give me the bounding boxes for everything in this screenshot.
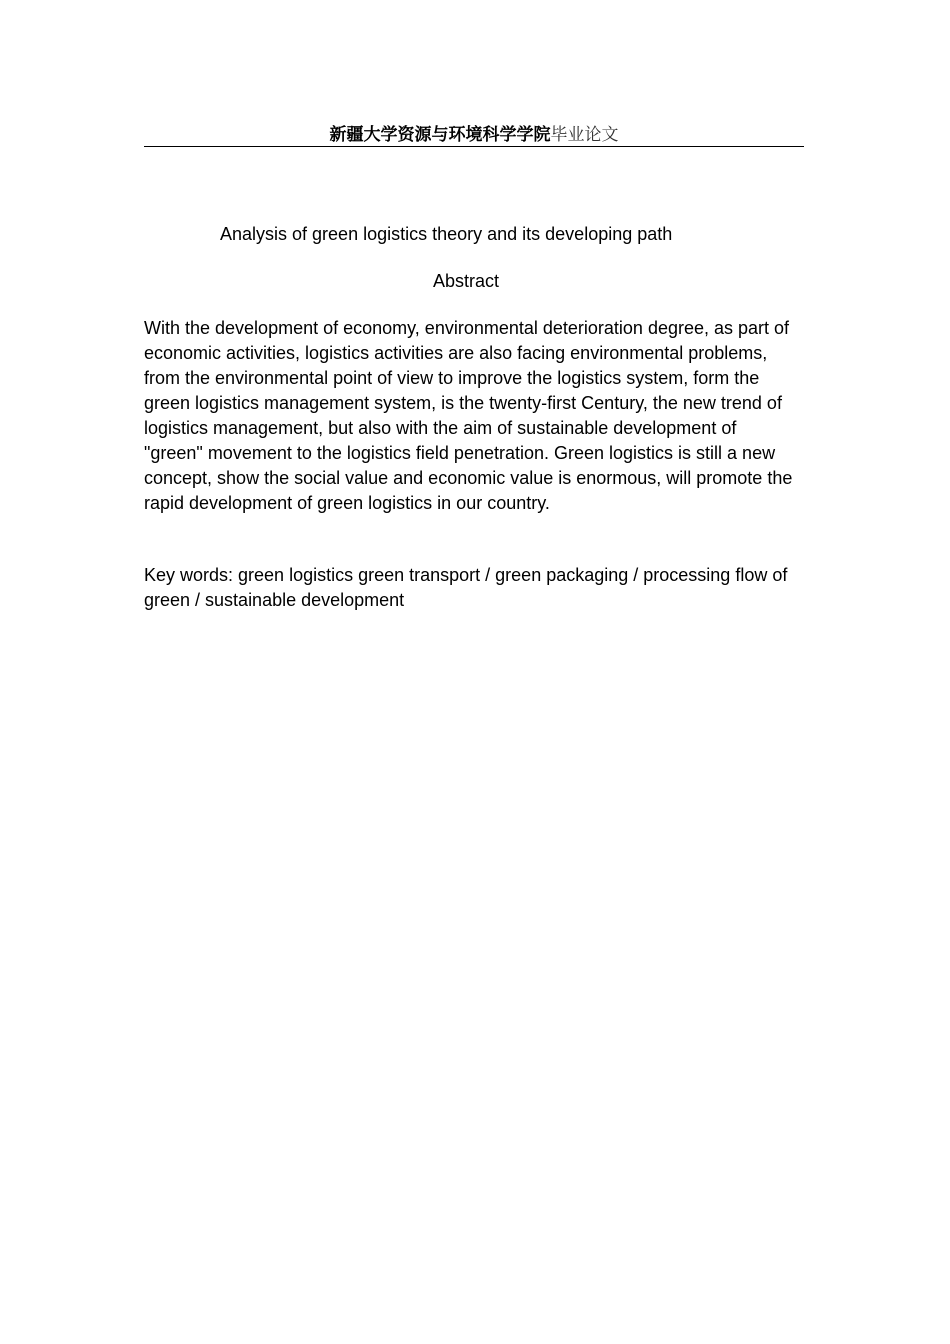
paper-title: Analysis of green logistics theory and its developing path <box>220 224 673 244</box>
abstract-heading: Abstract <box>432 271 500 291</box>
abstract-body: With the development of economy, environmental deterioration degree, as part of economic activities, logistics activities are also facing environmental problems, from the environmental point of view to improve the logistics system, form the green logistics management system, is the twenty-first Century, the new trend of logistics management, but also with the aim of sustainable development of "green" movement to the logistics field penetration. Green logistics is still a new concept, show the social value and economic value is enormous, will promote the rapid development of green logistics in our country. <box>144 318 793 513</box>
page-header <box>144 124 804 147</box>
header-doc-type: 毕业论文 <box>550 125 619 145</box>
keywords: Key words: green logistics green transport / green packaging / processing flow of green / sustainable development <box>144 565 788 610</box>
header-institution: 新疆大学资源与环境科学学院 <box>329 125 551 145</box>
